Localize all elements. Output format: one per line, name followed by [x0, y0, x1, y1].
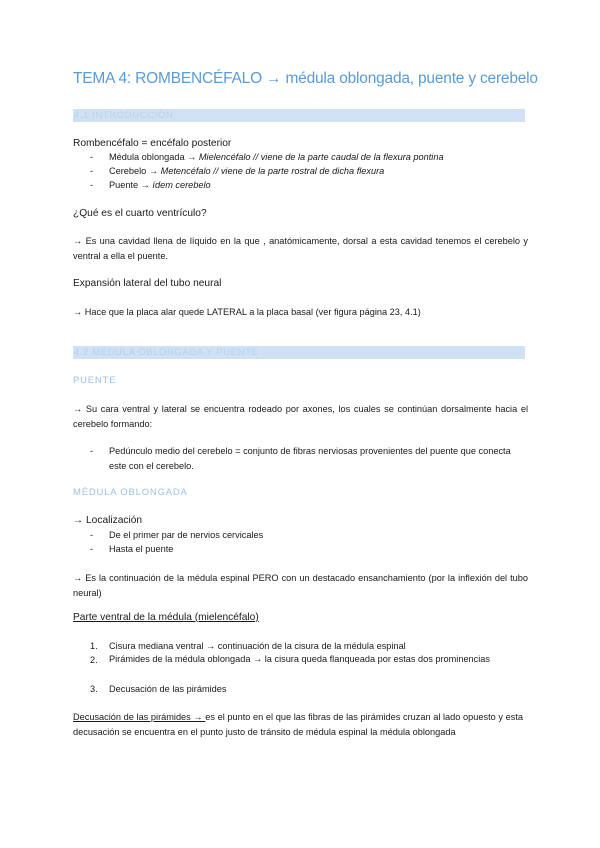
puente-paragraph: → Su cara ventral y lateral se encuentra rodeado por axones, los cuales se continúan dorsalmente hacia el cerebelo formando:: [73, 404, 528, 429]
bullet-dash: -: [90, 166, 94, 176]
decusacion-paragraph: Decusación de las pirámides → es el punto en el que las fibras de las pirámides cruzan al lado opuesto y esta decusación se encuentra en el punto justo de tránsito de médula espinal la médula oblongada: [73, 712, 523, 737]
list-item: Puente → ídem cerebelo: [109, 180, 211, 190]
subheading-medula: MÉDULA OBLONGADA: [73, 487, 188, 498]
list-item: Cerebelo → Metencéfalo // viene de la parte rostral de dicha flexura: [109, 166, 385, 176]
answer-paragraph: → Es una cavidad llena de líquido en la que , anatómicamente, dorsal a esta cavidad tenemos el cerebelo y ventral a ella el puente.: [73, 236, 528, 261]
expansion-text: → Hace que la placa alar quede LATERAL a la placa basal (ver figura página 23, 4.1): [73, 307, 421, 317]
document-title: TEMA 4: ROMBENCÉFALO → médula oblongada, puente y cerebelo: [73, 70, 538, 87]
list-item: Pedúnculo medio del cerebelo = conjunto de fibras nerviosas provenientes del puente que conecta este con el cerebelo.: [109, 446, 511, 471]
subheading-puente: PUENTE: [73, 375, 117, 386]
bullet-dash: -: [90, 544, 94, 554]
list-item: Pirámides de la médula oblongada → la cisura queda flanqueada por estas dos prominencias: [109, 654, 491, 664]
bullet-dash: -: [90, 180, 94, 190]
intro-text: Rombencéfalo = encéfalo posterior: [73, 138, 232, 149]
expansion-heading: Expansión lateral del tubo neural: [73, 278, 222, 289]
list-item: Decusación de las pirámides: [109, 684, 227, 694]
list-item: De el primer par de nervios cervicales: [109, 530, 264, 540]
list-item: Hasta el puente: [109, 544, 174, 554]
bullet-dash: -: [90, 152, 94, 162]
list-item: Cisura mediana ventral → continuación de la cisura de la médula espinal: [109, 641, 406, 651]
continuacion-paragraph: → Es la continuación de la médula espinal PERO con un destacado ensanchamiento (por la inflexión del tubo neural): [73, 573, 528, 598]
section-heading-4-2: 4.2 MÉDULA OBLONGADA Y PUENTE: [73, 346, 525, 359]
section-heading-4-1: 4.1 INTRODUCCIÓN: [73, 109, 525, 122]
bullet-dash: -: [90, 530, 94, 540]
list-item: Médula oblongada → Mielencéfalo // viene de la parte caudal de la flexura pontina: [109, 152, 444, 162]
localizacion-heading: → Localización: [73, 515, 143, 526]
list-number: 2.: [90, 655, 98, 665]
question-heading: ¿Qué es el cuarto ventrículo?: [73, 208, 207, 219]
bullet-dash: -: [90, 446, 94, 456]
ventral-heading: Parte ventral de la médula (mielencéfalo): [73, 612, 259, 623]
list-number: 3.: [90, 684, 98, 694]
list-number: 1.: [90, 641, 98, 651]
